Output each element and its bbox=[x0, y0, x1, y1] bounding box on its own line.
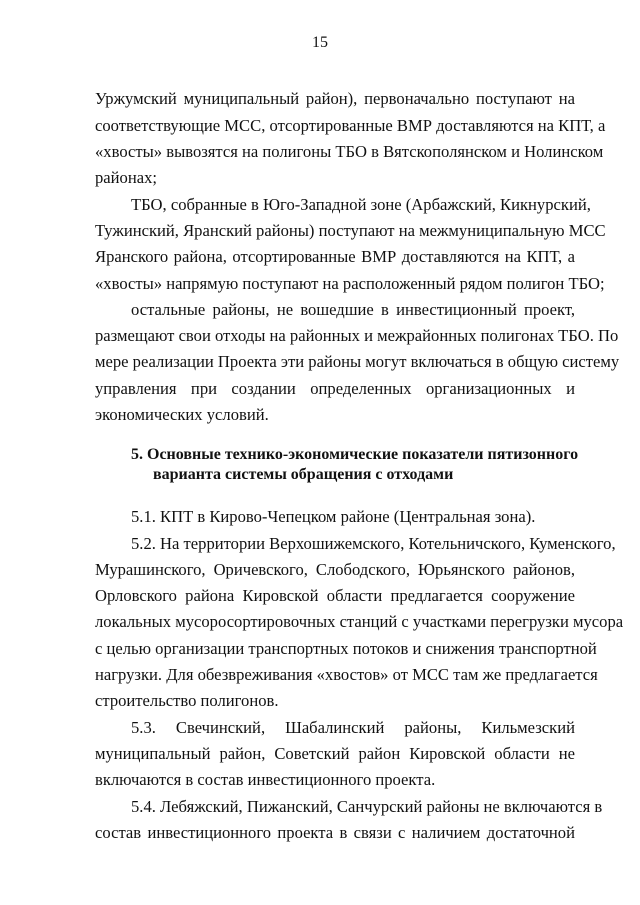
text-line: с целью организации транспортных потоков и снижения транспортной bbox=[95, 639, 597, 658]
text-line: 5.4. Лебяжский, Пижанский, Санчурский районы не включаются в bbox=[131, 797, 603, 816]
text-line: «хвосты» вывозятся на полигоны ТБО в Вятскополянском и Нолинском bbox=[95, 142, 604, 161]
text-line: локальных мусоросортировочных станций с участками перегрузки мусора bbox=[95, 612, 624, 631]
text-line: Уржумский муниципальный район), первоначально поступают на bbox=[95, 89, 575, 108]
text-line: ТБО, собранные в Юго-Западной зоне (Арбажский, Кикнурский, bbox=[131, 195, 591, 214]
text-line: 5.3. Свечинский, Шабалинский районы, Кильмезский bbox=[131, 718, 575, 737]
text-line: нагрузки. Для обезвреживания «хвостов» от МСС там же предлагается bbox=[95, 665, 598, 684]
text-line: мере реализации Проекта эти районы могут включаться в общую систему bbox=[95, 352, 620, 371]
text-line: Яранского района, отсортированные ВМР доставляются на КПТ, а bbox=[95, 247, 575, 266]
section-heading: варианта системы обращения с отходами bbox=[153, 466, 454, 483]
text-line: 5.1. КПТ в Кирово-Чепецком районе (Центральная зона). bbox=[131, 507, 536, 526]
text-line: включаются в состав инвестиционного проекта. bbox=[95, 770, 436, 789]
text-line: размещают свои отходы на районных и межрайонных полигонах ТБО. По bbox=[95, 326, 619, 345]
text-line: соответствующие МСС, отсортированные ВМР доставляются на КПТ, а bbox=[95, 116, 606, 135]
text-line: «хвосты» напрямую поступают на расположенный рядом полигон ТБО; bbox=[95, 274, 605, 293]
text-line: Мурашинского, Оричевского, Слободского, Юрьянского районов, bbox=[95, 560, 575, 579]
text-line: Орловского района Кировской области предлагается сооружение bbox=[95, 586, 575, 605]
text-line: 5.2. На территории Верхошижемского, Котельничского, Куменского, bbox=[131, 534, 616, 553]
text-line: экономических условий. bbox=[95, 405, 269, 424]
text-line: строительство полигонов. bbox=[95, 691, 279, 710]
page-number: 15 bbox=[312, 34, 328, 51]
text-line: управления при создании определенных организационных и bbox=[95, 379, 575, 398]
text-line: районах; bbox=[95, 168, 157, 187]
text-line: состав инвестиционного проекта в связи с наличием достаточной bbox=[95, 823, 575, 842]
text-line: остальные районы, не вошедшие в инвестиционный проект, bbox=[131, 300, 575, 319]
text-line: Тужинский, Яранский районы) поступают на межмуниципальную МСС bbox=[95, 221, 606, 240]
text-line: муниципальный район, Советский район Кировской области не bbox=[95, 744, 575, 763]
section-heading: 5. Основные технико-экономические показатели пятизонного bbox=[131, 446, 579, 463]
